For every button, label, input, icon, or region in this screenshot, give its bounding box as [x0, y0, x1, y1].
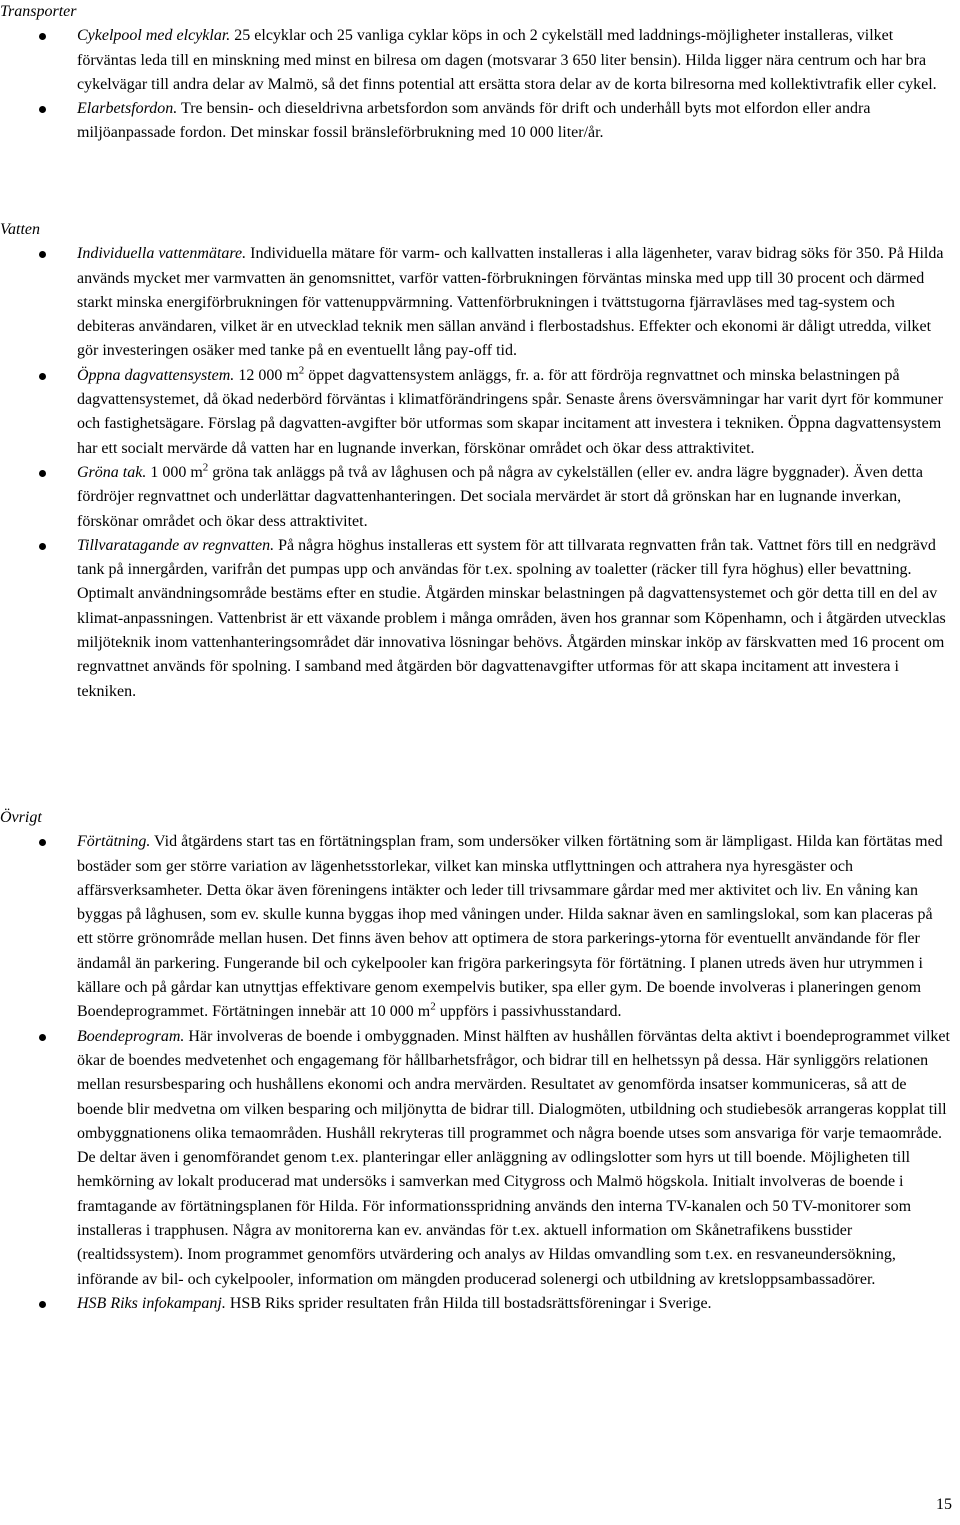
bullet-icon — [39, 543, 46, 550]
bullet-list — [0, 24, 960, 145]
section-transporter — [0, 0, 960, 146]
list-item — [0, 364, 960, 461]
section-title: Transporter — [0, 3, 77, 20]
item-text: Individuella mätare för varm- och kallvatten installeras i alla lägenheter, varav bidrag söks för 350. På Hilda används mycket mer varmvatten än genomsnittet, varför vatten-förbrukningen förväntas minska med upp till 30 procent och därmed starkt minska energiförbrukningen för vattenuppvärmning. Vattenförbrukningen i tvättstugorna fjärravläses med tag-system och debiteras användaren, vilket är en utvecklad teknik men sällan använd i flerbostadshus. Effekter och ekonomi är dåligt utredda, vilket gör investeringen osäker med tanke på en eventuellt lång pay-off tid. — [77, 245, 944, 360]
item-lead: Boendeprogram. — [77, 1027, 185, 1045]
item-lead: Tillvaratagande av regnvatten. — [77, 536, 275, 554]
item-text: gröna tak anläggs på två av låghusen och på några av cykelställen (eller ev. andra lägre byggnader). Även detta fördröjer regnvattnet och underlättar dagvattenhanteringen. Det sociala mervärdet är stort då grönskan har en lugnande inverkan, förskönar området och ökar dess attraktivitet. — [77, 463, 923, 530]
item-text: Här involveras de boende i ombyggnaden. Minst hälften av hushållen förväntas delta aktivt i boendeprogrammet vilket ökar de boendes medvetenhet och engagemang för hållbarhetsfrågor, och bidrar till en helhetssyn på dessa. Här synliggörs relationen mellan resursbesparing och hushållens ekonomi och andra mervärden. Resultatet av genomförda insatser kommuniceras, så att de boende blir medvetna om vilken besparing och miljönytta de bidrar till. Dialogmöten, utbildning och studiebesök arrangeras kopplat till ombyggnationens olika temaområden. Hushåll rekryteras till programmet och några boende utses som ansvariga för varje temaområde. De deltar även i genomförandet genom t.ex. planteringar eller anläggning av odlingslotter som hyrs ut till boende. Möjligheten till hemkörning av lokalt producerad mat undersöks i samverkan med Citygross och Malmö högskola. Initialt involveras de boende i framtagande av förtätningsplanen för Hilda. För informationsspridning används den interna TV-kanalen och 50 TV-monitorer som installeras i trapphusen. Några av monitorerna kan ev. användas för t.ex. aktuell information om Skånetrafikens busstider (realtidssystem). Inom programmet genomförs utvärdering och analys av Hildas omvandling som t.ex. en resvaneundersökning, införande av bil- och cykelpooler, information om mängden producerad solenergi och utbildning av kretsloppsambassadörer. — [77, 1027, 950, 1288]
item-lead: Gröna tak. — [77, 463, 147, 481]
bullet-icon — [39, 373, 46, 380]
item-lead: Individuella vattenmätare. — [77, 245, 247, 263]
bullet-list — [0, 242, 960, 704]
item-superscript: 2 — [430, 1001, 436, 1014]
item-text: Tre bensin- och dieseldrivna arbetsfordon som används för drift och underhåll byts mot elfordon eller andra miljöanpassade fordon. Det minskar fossil bränsleförbrukning med 10 000 liter/år. — [77, 100, 871, 142]
item-pre: Vid åtgärdens start tas en förtätningsplan fram, som undersöker vilken förtätning som är lämpligast. Hilda kan förtätas med bostäder som ger större variation av lägenhetsstorlekar, vilket kan minska utflyttningen och attrahera nya hyresgäster och affärsverksamheter. Detta ökar även föreningens intäkter och leder till trivsammare gårdar med mer aktivitet och liv. En våning kan byggas på låghusen, som ev. skulle kunna byggas ihop med våningen under. Hilda saknar även en samlingslokal, som kan placeras på ett större grönområde mellan husen. Det finns även behov att optimera de stora parkerings-ytorna för eventuellt användande för fler ändamål än parkering. Fungerande bil och cykelpooler kan frigöra parkeringsyta för förtätning. I planen utreds även hur utrymmen i källare och på gårdar kan utnyttjas effektivare genom exempelvis butiker, spa eller gym. De boende involveras i planeringen genom Boendeprogrammet. Förtätningen innebär att 10 000 m — [77, 833, 943, 1021]
page-number: 15 — [936, 1495, 952, 1513]
item-text: uppförs i passivhusstandard. — [435, 1003, 622, 1021]
list-item — [0, 1025, 960, 1292]
item-lead: Förtätning. — [77, 833, 151, 851]
bullet-icon — [39, 33, 46, 40]
section-title: Vatten — [0, 221, 40, 238]
bullet-icon — [39, 251, 46, 258]
item-superscript: 2 — [298, 364, 305, 377]
item-lead: HSB Riks infokampanj. — [77, 1294, 226, 1312]
bullet-icon — [39, 839, 46, 846]
section-vatten — [0, 218, 960, 704]
list-item — [0, 242, 960, 363]
section-ovrigt — [0, 806, 960, 1316]
bullet-icon — [39, 470, 46, 477]
list-item — [0, 534, 960, 704]
item-lead: Cykelpool med elcyklar. — [77, 27, 231, 45]
item-text: HSB Riks sprider resultaten från Hilda till bostadsrättsföreningar i Sverige. — [225, 1294, 712, 1312]
bullet-icon — [39, 1301, 46, 1308]
item-text: öppet dagvattensystem anläggs, fr. a. för att fördröja regnvattnet och minska belastningen på dagvattensystemet, då ökad nederbörd förväntas i klimatförändringens spår. Senaste årens översvämningar har varit dyrt för kommuner och fastighetsägare. Förslag på dagvatten-avgifter bör utformas som skapar incitament att investera i tekniken. Öppna dagvattensystem har ett socialt mervärde då vatten har en lugnande inverkan, förskönar området och ökar dess attraktivitet. — [77, 366, 943, 457]
list-item — [0, 830, 960, 1024]
item-lead: Elarbetsfordon. — [77, 100, 178, 118]
bullet-list — [0, 830, 960, 1316]
item-pre: 1 000 m — [146, 463, 203, 481]
item-lead: Öppna dagvattensystem. — [77, 366, 235, 384]
list-item — [0, 97, 960, 146]
bullet-icon — [39, 1034, 46, 1041]
item-superscript: 2 — [202, 461, 209, 474]
section-title: Övrigt — [0, 809, 42, 826]
list-item — [0, 1292, 960, 1316]
list-item — [0, 24, 960, 97]
item-text: 25 elcyklar och 25 vanliga cyklar köps in och 2 cykelställ med laddnings-möjligheter installeras, vilket förväntas leda till en minskning med minst en bilresa om dagen (motsvarar 3 650 liter bensin). Hilda ligger nära centrum och har bra cykelvägar till andra delar av Malmö, så det finns potential att ersätta stora delar av de korta bilresorna med kollektivtrafik eller cykel. — [77, 27, 937, 93]
bullet-icon — [39, 106, 46, 113]
item-pre: 12 000 m — [234, 366, 299, 384]
list-item — [0, 461, 960, 534]
item-text: På några höghus installeras ett system för att tillvarata regnvatten från tak. Vattnet förs till en nedgrävd tank på innergården, varifrån det pumpas upp och användas för t.ex. spolning av toaletter (räcker till fyra höghus) eller bevattning. Optimalt användningsområde bestäms efter en studie. Åtgärden minskar belastningen på dagvattensystemet och gör detta till en del av klimat-anpassningen. Vattenbrist är ett växande problem i många områden, även hos grannar som Köpenhamn, och i åtgärden utvecklas miljöteknik inom vattenhanteringsområdet där innovativa lösningar behövs. Åtgärden minskar inköp av färskvatten med 16 procent om regnvattnet används för spolning. I samband med åtgärden bör dagvattenavgifter utformas för att skapa incitament att investera i tekniken. — [77, 536, 946, 700]
